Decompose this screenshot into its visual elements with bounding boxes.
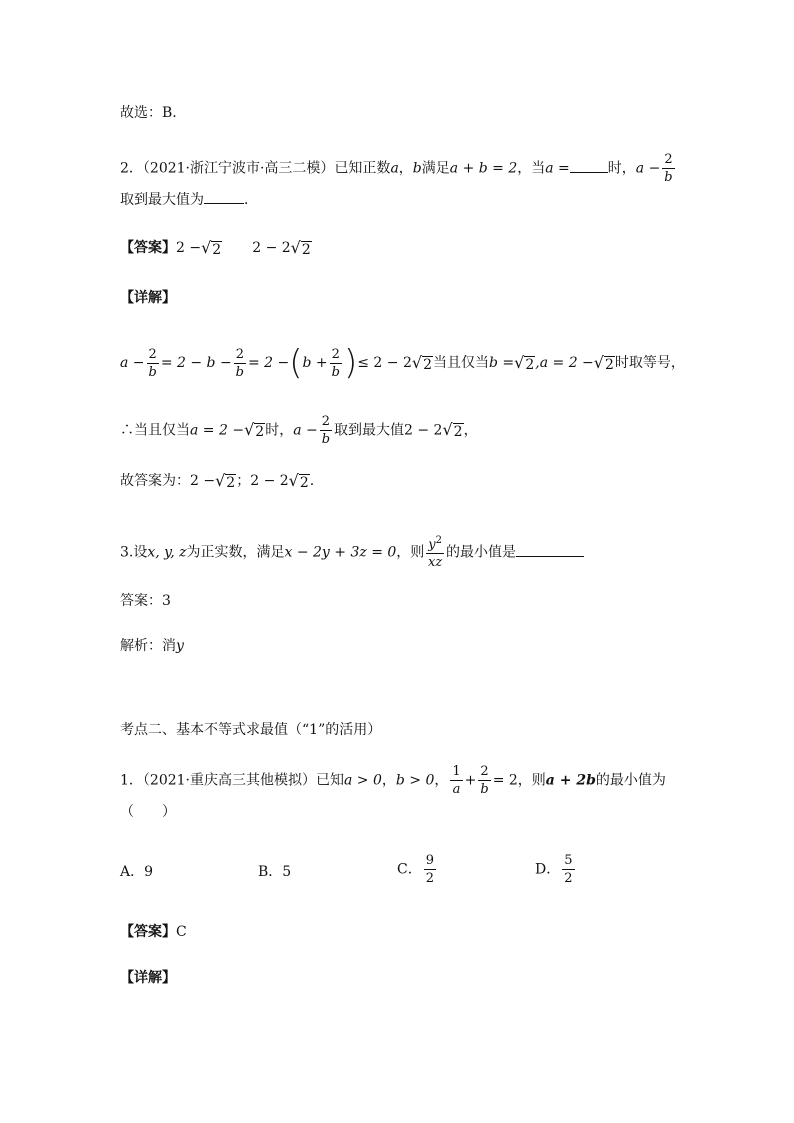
comma: ， <box>398 160 413 177</box>
answer-blank-2[interactable] <box>204 189 244 204</box>
fraction-1-over-a <box>450 765 462 796</box>
sqrt-arg: 2 <box>299 474 309 491</box>
expr-a: a − <box>635 160 661 177</box>
numerator: 2 <box>235 346 244 362</box>
final-answer-line <box>120 471 314 491</box>
sqrt-arg: 2 <box>301 241 311 258</box>
variables: x, y, z <box>147 544 187 561</box>
problem-1-line <box>120 765 666 796</box>
condition-b: b > 0 <box>395 772 435 789</box>
derivation-part: ≤ 2 − 2 <box>357 355 412 371</box>
numerator: y <box>428 537 436 553</box>
analysis-prefix: 解析：消 <box>120 638 176 654</box>
denominator: b <box>321 432 331 447</box>
then-text: ，则 <box>396 544 425 561</box>
answer-label: 【答案】 <box>120 240 176 256</box>
numerator: 2 <box>148 346 157 362</box>
fraction <box>320 415 332 446</box>
var-y: y <box>176 638 184 654</box>
sqrt-arg: 2 <box>255 424 265 440</box>
var-a: a <box>390 160 399 177</box>
option-b[interactable]: B．5 <box>258 864 292 880</box>
a-equals: a = 2 − <box>190 422 245 439</box>
option-c[interactable] <box>397 854 438 885</box>
section-2-title: 考点二、基本不等式求最值（“1”的活用） <box>120 722 382 738</box>
problem-1-prefix: 1．（2021·重庆高三其他模拟）已知 <box>120 772 344 789</box>
max-value: 2 − 2 <box>404 422 443 439</box>
question-3-end: 的最小值是 <box>446 544 517 561</box>
therefore-prefix: ∴当且仅当 <box>120 422 190 439</box>
shi-text: 时， <box>265 422 294 439</box>
final-value-1: 2 − <box>190 473 216 489</box>
denominator: 2 <box>425 871 434 886</box>
detail-label: 【详解】 <box>120 290 176 306</box>
denominator: b <box>331 364 340 380</box>
answer-value-2: 2 − 2 <box>252 240 291 256</box>
answer-3: 答案：3 <box>120 593 171 609</box>
sqrt-arg: 2 <box>226 474 236 491</box>
question-3-prefix: 3.设 <box>120 544 148 561</box>
denominator: b <box>235 364 244 380</box>
option-c-label: C． <box>397 861 422 878</box>
comma: ， <box>463 422 478 439</box>
sqrt-arg: 2 <box>525 356 535 373</box>
shi-text: 时， <box>607 160 636 177</box>
denominator: b <box>664 170 673 185</box>
sqrt-arg: 2 <box>423 356 432 373</box>
numerator: 2 <box>331 346 340 362</box>
answer-blank-3[interactable] <box>516 542 584 557</box>
fraction-y2-over-xz <box>426 536 444 569</box>
sqrt: √ 2 <box>411 352 432 373</box>
numerator: 2 <box>321 414 331 429</box>
question-2-line-2 <box>120 189 258 210</box>
answer-label: 【答案】 <box>120 924 176 940</box>
numerator: 5 <box>564 853 573 868</box>
constraint-equation: x − 2y + 3z = 0 <box>284 544 397 561</box>
condition-text: 满足 <box>421 160 450 177</box>
answer-p1-line <box>120 922 187 942</box>
plus-sign: + <box>464 772 477 789</box>
fraction-2-over-b <box>662 153 674 184</box>
therefore-text: 取到最大值 <box>334 422 405 439</box>
sqrt-arg: 2 <box>604 356 614 373</box>
equals-2: = 2 <box>492 772 518 789</box>
denominator: xz <box>428 555 443 571</box>
numerator: 2 <box>664 152 673 167</box>
numerator: 2 <box>480 764 489 779</box>
period: ． <box>244 192 258 208</box>
derivation-part: = 2 − <box>247 355 290 371</box>
detail-label-2: 【详解】 <box>120 970 176 986</box>
numerator: 9 <box>425 853 434 868</box>
problem-1-paren: （ ） <box>120 804 176 820</box>
answer-blank-1[interactable] <box>570 158 608 173</box>
sqrt-arg: 2 <box>453 424 463 440</box>
option-d-label: D． <box>535 861 561 878</box>
question-2-continuation: 取到最大值为 <box>120 192 204 208</box>
denominator: a <box>452 782 461 797</box>
sqrt: √ 2 <box>288 470 309 491</box>
comma: ， <box>381 772 396 789</box>
fraction <box>234 348 246 379</box>
question-3-line <box>120 536 584 569</box>
fraction-2-over-b <box>478 765 490 796</box>
period: . <box>309 473 315 489</box>
separator: ； <box>236 473 251 489</box>
answer-value: C <box>176 924 187 940</box>
fraction-9-over-2 <box>424 854 436 885</box>
sqrt: √ 2 <box>215 470 236 491</box>
final-value-2: 2 − 2 <box>250 473 289 489</box>
derivation-text: 时取等号， <box>614 355 685 371</box>
denominator: b <box>148 364 157 380</box>
comma: ， <box>434 772 449 789</box>
a-equals: a = <box>545 160 570 177</box>
when-text: ，当 <box>517 160 546 177</box>
derivation-text: 当且仅当 <box>432 355 489 371</box>
denominator: 2 <box>564 871 573 886</box>
question-2-prefix: 2．（2021·浙江宁波市·高三二模）已知正数 <box>120 160 391 177</box>
final-prefix: 故答案为： <box>120 473 190 489</box>
option-a[interactable]: A．9 <box>120 864 154 880</box>
analysis-line <box>120 636 184 656</box>
option-d[interactable] <box>535 854 577 885</box>
question-3-text: 为正实数，满足 <box>186 544 285 561</box>
sqrt: √ 2 <box>290 237 311 258</box>
expr-a: a − <box>293 422 318 439</box>
sqrt: √ 2 <box>244 420 265 440</box>
condition-a: a > 0 <box>344 772 382 789</box>
conclusion-line <box>120 103 177 123</box>
sqrt-arg: 2 <box>212 241 222 258</box>
fraction <box>147 348 159 379</box>
fraction-5-over-2 <box>562 854 574 885</box>
sqrt: √ 2 <box>442 420 463 440</box>
denominator: b <box>480 782 489 797</box>
question-2-line-1 <box>120 153 677 184</box>
conclusion-text: 故选：B. <box>120 105 177 121</box>
derivation-line: a − $\frac{2}{b}$ = 2 − b − $\frac{2}{b}$ = 2 −(b + $\frac{2}{b}$ )≤ 2 − 2 √ 2 当且仅当b = √ 2 ,a = 2 − √ 2 时取等号， <box>120 343 685 383</box>
derivation-part: ,a = 2 − <box>535 355 594 371</box>
answer-2-line <box>120 238 312 258</box>
then-text: ，则 <box>517 772 546 789</box>
sqrt: √ 2 <box>514 352 535 373</box>
problem-1-end: 的最小值为 <box>595 772 666 789</box>
derivation-part: a − <box>120 355 145 371</box>
therefore-line <box>120 415 478 446</box>
condition-equation: a + b = 2 <box>449 160 518 177</box>
fraction <box>330 348 342 379</box>
target-expression: a + 2b <box>545 772 596 789</box>
sqrt: √ 2 <box>201 237 222 258</box>
sqrt: √ 2 <box>593 352 614 373</box>
exponent: 2 <box>435 535 443 546</box>
derivation-part: b + <box>302 355 328 371</box>
var-b: b <box>412 160 422 177</box>
derivation-part: = 2 − b − <box>160 355 232 371</box>
numerator: 1 <box>452 764 461 779</box>
derivation-part: b = <box>488 355 515 371</box>
answer-value-1: 2 − <box>176 240 202 256</box>
